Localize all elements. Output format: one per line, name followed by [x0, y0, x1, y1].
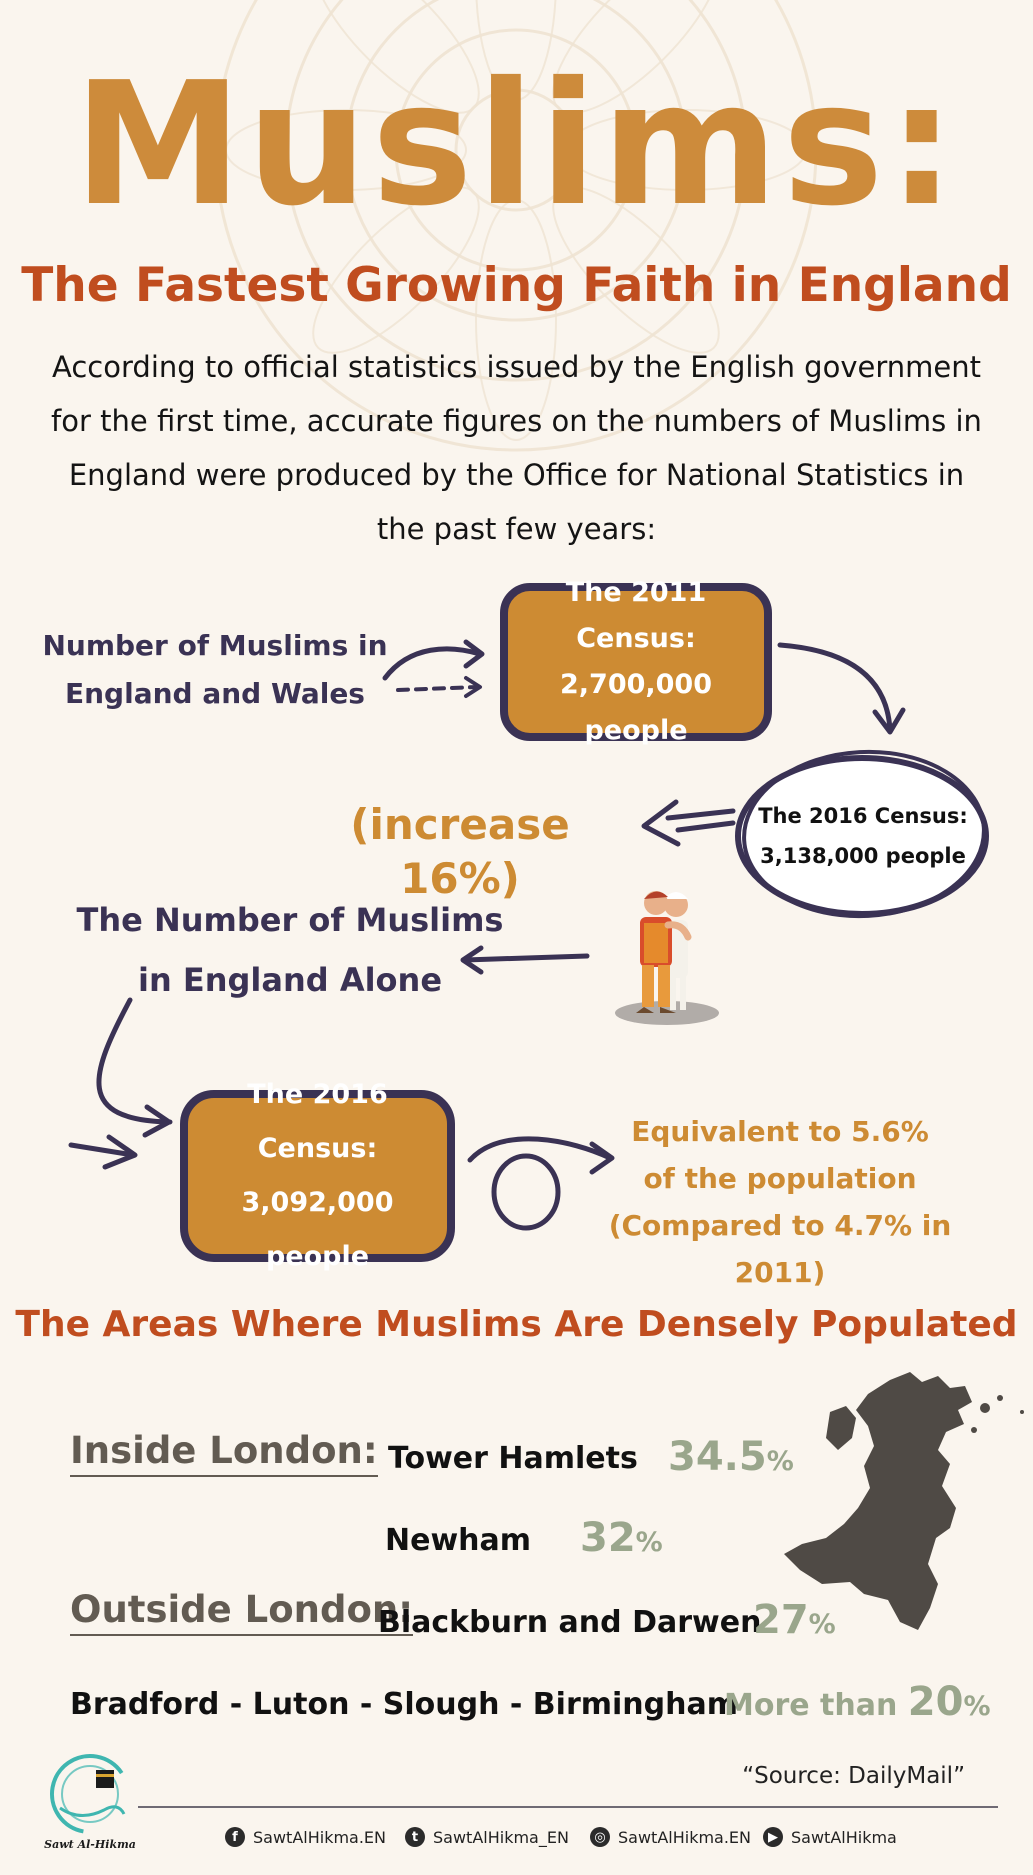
- pct-bradford-group: [724, 1679, 991, 1725]
- area-bradford-luton-slough-birmingham: Bradford - Luton - Slough - Birmingham: [70, 1687, 738, 1722]
- social-twitter-label: SawtAlHikma_EN: [433, 1827, 569, 1847]
- increase-label: (increase 16%): [350, 800, 570, 903]
- instagram-icon: ◎: [590, 1827, 610, 1847]
- area-newham: Newham: [385, 1523, 532, 1558]
- england-alone-label-line2: in England Alone: [137, 961, 443, 999]
- pct-newham-num: 32: [580, 1515, 636, 1561]
- arrow-to-2016: [775, 630, 915, 745]
- social-youtube-label: SawtAlHikma: [791, 1827, 897, 1847]
- twitter-icon: t: [405, 1827, 425, 1847]
- england-wales-label: [40, 622, 390, 718]
- logo-text: Sawt Al-Hikma: [44, 1838, 136, 1851]
- footer-divider: [138, 1806, 998, 1808]
- pct-tower-hamlets-num: 34.5: [668, 1434, 767, 1480]
- social-youtube[interactable]: [763, 1827, 897, 1847]
- pct-bradford-group-prefix: More than: [724, 1688, 908, 1723]
- equivalent-line2: of the population: [643, 1162, 917, 1195]
- facebook-icon: f: [225, 1827, 245, 1847]
- census-2016-england-title: The 2016 Census:: [247, 1079, 388, 1164]
- intro-paragraph: According to official statistics issued by the English government for the first time, accurate figures on the numbers of Muslims in England were produced by the Office for National Statistics in the past few years:: [51, 350, 982, 546]
- social-facebook-label: SawtAlHikma.EN: [253, 1827, 387, 1847]
- census-2011-title: The 2011 Census:: [565, 577, 707, 654]
- pct-bradford-group-num: 20: [907, 1679, 964, 1725]
- youtube-icon: ▶: [763, 1827, 783, 1847]
- embracing-people-illustration: [610, 875, 725, 1027]
- sawt-al-hikma-logo: [44, 1750, 136, 1838]
- pct-blackburn-darwen-num: 27: [753, 1597, 809, 1643]
- england-alone-label: [70, 890, 510, 1010]
- social-twitter[interactable]: [405, 1827, 569, 1847]
- england-wales-label-line1: Number of Muslims in: [42, 629, 388, 662]
- areas-title: The Areas Where Muslims Are Densely Populated: [15, 1304, 1018, 1345]
- page-title: Muslims:: [73, 46, 960, 244]
- pct-blackburn-darwen-sym: %: [808, 1609, 836, 1640]
- page-subtitle: The Fastest Growing Faith in England: [21, 258, 1012, 313]
- census-2016-ew-value: 3,138,000 people: [760, 844, 966, 868]
- pct-bradford-group-sym: %: [963, 1691, 991, 1722]
- curved-arrows-to-2016-england: [65, 995, 195, 1175]
- pct-tower-hamlets-sym: %: [766, 1446, 794, 1477]
- england-alone-label-line1: The Number of Muslims: [76, 901, 504, 939]
- census-2016-ew-text: [748, 796, 978, 876]
- social-instagram[interactable]: [590, 1827, 751, 1847]
- social-instagram-label: SawtAlHikma.EN: [618, 1827, 752, 1847]
- census-2016-ew-title: The 2016 Census:: [758, 804, 968, 828]
- social-facebook[interactable]: [225, 1827, 386, 1847]
- arrow-to-england-alone: [455, 940, 595, 980]
- source-credit: “Source: DailyMail”: [742, 1763, 965, 1789]
- pct-newham: [580, 1515, 663, 1561]
- area-blackburn-darwen: Blackburn and Darwen: [378, 1605, 762, 1640]
- equivalent-line1: Equivalent to 5.6%: [631, 1115, 929, 1148]
- pct-newham-sym: %: [635, 1527, 663, 1558]
- arrow-to-increase: [638, 796, 738, 852]
- pct-blackburn-darwen: [753, 1597, 836, 1643]
- census-2016-england-box: [180, 1079, 455, 1272]
- england-wales-label-line2: England and Wales: [65, 677, 365, 710]
- census-2011-box: [500, 577, 772, 746]
- arrows-to-2011: [380, 630, 500, 710]
- equivalent-text: [570, 1108, 990, 1296]
- outside-london-label: Outside London:: [70, 1588, 413, 1636]
- pct-tower-hamlets: [668, 1434, 794, 1480]
- equivalent-line3: (Compared to 4.7% in 2011): [608, 1209, 952, 1289]
- census-2011-value: 2,700,000 people: [559, 669, 713, 746]
- area-tower-hamlets: Tower Hamlets: [388, 1441, 638, 1476]
- inside-london-label: Inside London:: [70, 1429, 378, 1477]
- census-2016-england-value: 3,092,000 people: [241, 1187, 394, 1272]
